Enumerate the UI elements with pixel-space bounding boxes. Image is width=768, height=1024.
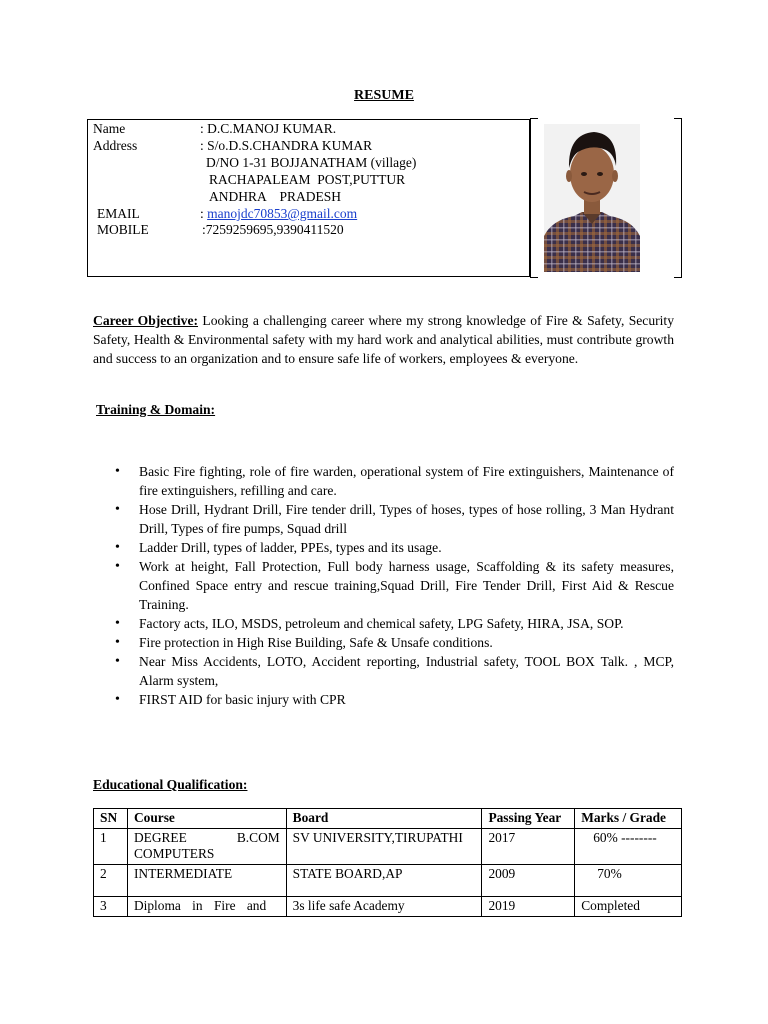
header-course: Course (127, 809, 286, 829)
name-value: : D.C.MANOJ KUMAR. (200, 121, 337, 136)
list-item: • Work at height, Fall Protection, Full body harness usage, Scaffolding & its safety measures, Confined Space entry and rescue training,Squad Drill, Fire Tender Drill, First Aid & Rescue Training. (93, 557, 674, 614)
address-line-4: ANDHRA PRADESH (209, 189, 342, 204)
email-row (200, 205, 357, 222)
list-item: • Fire protection in High Rise Building, Safe & Unsafe conditions. (93, 633, 674, 652)
cell-year: 2009 (482, 865, 575, 897)
table-header-row (94, 809, 682, 829)
name-label: Name (93, 121, 126, 136)
profile-photo (544, 124, 640, 272)
personal-info-box (87, 119, 530, 277)
table-row (94, 829, 682, 865)
cell-sn: 3 (94, 897, 128, 917)
cell-course: DEGREE B.COM COMPUTERS (127, 829, 286, 865)
email-label: EMAIL (97, 206, 140, 221)
table-row (94, 865, 682, 897)
address-line-3: RACHAPALEAM POST,PUTTUR (209, 172, 406, 187)
training-list (93, 462, 674, 709)
cell-course: Diploma in Fire and (127, 897, 286, 917)
career-objective-heading: Career Objective: (93, 313, 199, 328)
career-objective (93, 311, 674, 369)
list-item: • Near Miss Accidents, LOTO, Accident reporting, Industrial safety, TOOL BOX Talk. , MCP, Alarm system, (93, 652, 674, 690)
address-line-1: : S/o.D.S.CHANDRA KUMAR (200, 138, 373, 153)
header-marks-grade: Marks / Grade (575, 809, 682, 829)
cell-course: INTERMEDIATE (127, 865, 286, 897)
cell-year: 2019 (482, 897, 575, 917)
cell-board: SV UNIVERSITY,TIRUPATHI (286, 829, 482, 865)
mobile-label: MOBILE (97, 222, 149, 237)
cell-marks: Completed (575, 897, 682, 917)
address-line-2: D/NO 1-31 BOJJANATHAM (village) (206, 155, 417, 170)
education-heading: Educational Qualification: (93, 777, 248, 792)
table-row (94, 897, 682, 917)
header-sn: SN (94, 809, 128, 829)
header-passing-year: Passing Year (482, 809, 575, 829)
career-objective-text: Looking a challenging career where my strong knowledge of Fire & Safety, Security Safety, Health & Environmental safety with my hard work and analytical abilities, must contribute growth and success to an organization and to ensure safe life of workers, employees & everyone. (93, 313, 675, 367)
email-link[interactable]: manojdc70853@gmail.com (207, 206, 358, 221)
header-board: Board (286, 809, 482, 829)
list-item: • Basic Fire fighting, role of fire warden, operational system of Fire extinguishers, Maintenance of fire extinguishers, refilling and care. (93, 462, 674, 500)
list-item: • Factory acts, ILO, MSDS, petroleum and chemical safety, LPG Safety, HIRA, JSA, SOP. (93, 614, 674, 633)
profile-photo-frame (530, 118, 682, 278)
cell-marks: 60% -------- (575, 829, 682, 865)
cell-sn: 1 (94, 829, 128, 865)
list-item: • FIRST AID for basic injury with CPR (93, 690, 674, 709)
mobile-value: :7259259695,9390411520 (202, 222, 344, 237)
email-colon: : (200, 206, 204, 221)
resume-title: RESUME (354, 88, 414, 103)
list-item: • Hose Drill, Hydrant Drill, Fire tender drill, Types of hoses, types of hose rolling, 3 Man Hydrant Drill, Types of fire pumps, Squad drill (93, 500, 674, 538)
cell-board: STATE BOARD,AP (286, 865, 482, 897)
cell-year: 2017 (482, 829, 575, 865)
education-table (93, 808, 682, 917)
cell-marks: 70% (575, 865, 682, 897)
list-item: • Ladder Drill, types of ladder, PPEs, types and its usage. (93, 538, 674, 557)
address-label: Address (93, 138, 138, 153)
cell-sn: 2 (94, 865, 128, 897)
training-heading: Training & Domain: (96, 402, 216, 417)
cell-board: 3s life safe Academy (286, 897, 482, 917)
